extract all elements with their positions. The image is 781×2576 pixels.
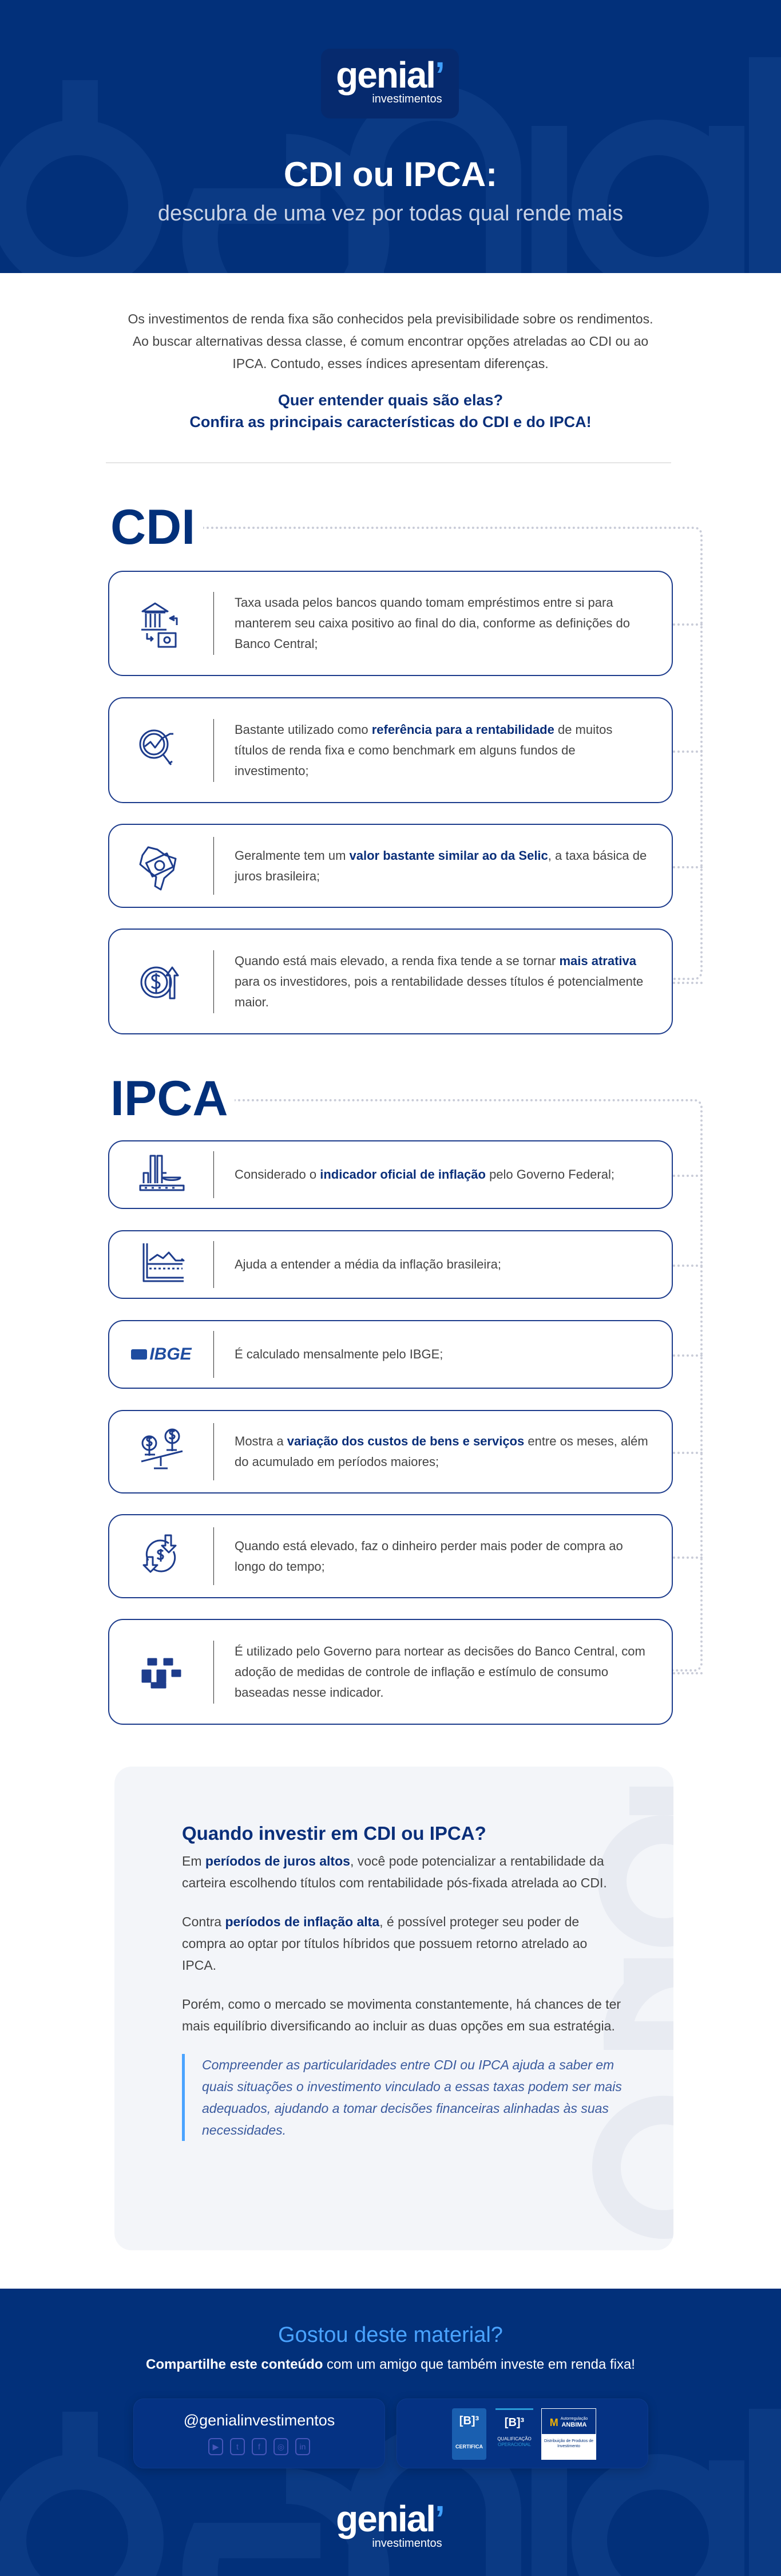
bank-exchange-icon: [137, 599, 186, 648]
ipca-feature-card: [108, 1230, 673, 1299]
b3-certifica-seal: [B]³ CERTIFICA: [452, 2408, 486, 2460]
ipca-feature-card: [108, 1320, 673, 1389]
conclusion-quote: Compreender as particularidades entre CDI ou IPCA ajuda a saber em quais situações o investimento vinculado a essas taxas podem ser mais adequados, ajudando a tomar decisões financeiras alinhadas às suas necessidades.: [182, 2054, 623, 2141]
when-paragraph-3: Porém, como o mercado se movimenta constantemente, há chances de ter mais equilíbrio diversificando ao incluir as duas opções em sua estratégia.: [182, 1997, 621, 2033]
card-text: Mostra a variação dos custos de bens e serviços entre os meses, além do acumulado em períodos maiores;: [235, 1434, 648, 1469]
cdi-feature-card: [108, 929, 673, 1034]
ipca-feature-card: [108, 1619, 673, 1725]
certifications-box: [397, 2399, 648, 2468]
intro-text: Os investimentos de renda fixa são conhecidos pela previsibilidade sobre os rendimentos. Ao buscar alternativas dessa classe, é comum encontrar opções atreladas ao CDI ou ao IPCA. Contudo, esses índices apresentam diferenças.: [128, 311, 653, 371]
connector-dot-line: [673, 982, 703, 984]
card-text: Taxa usada pelos bancos quando tomam empréstimos entre si para manterem seu caixa positivo ao final do dia, conforme as definições do Banco Central;: [235, 595, 630, 651]
connector-dot-line: [673, 623, 703, 626]
when-paragraph-1: Em períodos de juros altos, você pode potencializar a rentabilidade da carteira escolhendo títulos com rentabilidade pós-fixada atrelada ao CDI.: [182, 1854, 607, 1890]
social-box: [133, 2399, 385, 2468]
connector-dot-line: [673, 750, 703, 753]
connector-dot-line: [673, 1556, 703, 1559]
footer-genial-logo: genial’ investimentos: [336, 2498, 444, 2550]
card-text: Quando está elevado, faz o dinheiro perder mais poder de compra ao longo do tempo;: [235, 1538, 623, 1574]
brazil-map-icon: [137, 841, 186, 891]
cdi-heading: CDI: [110, 500, 196, 555]
linkedin-icon[interactable]: in: [295, 2438, 310, 2455]
card-text: Ajuda a entender a média da inflação brasileira;: [235, 1257, 501, 1271]
connector-dot-line: [673, 1175, 703, 1177]
genial-logo: genial’ investimentos: [321, 49, 459, 118]
when-heading: Quando investir em CDI ou IPCA?: [182, 1823, 486, 1844]
cdi-feature-card: [108, 824, 673, 908]
facebook-icon[interactable]: f: [252, 2438, 267, 2455]
magnifier-chart-icon: [137, 726, 186, 775]
card-text: Geralmente tem um valor bastante similar ao da Selic, a taxa básica de juros brasileira;: [235, 848, 647, 883]
social-handle[interactable]: @genialinvestimentos: [183, 2412, 335, 2429]
ipca-feature-card: [108, 1140, 673, 1209]
footer-title: Gostou deste material?: [278, 2323, 503, 2347]
line-chart-icon: [137, 1240, 186, 1289]
twitter-icon[interactable]: t: [230, 2438, 245, 2455]
anbima-seal: M Autorregulação ANBIMA Distribuição de Produtos de Investimento: [541, 2408, 596, 2460]
connector-dot-line: [673, 866, 703, 868]
dollar-up-icon: [137, 957, 186, 1006]
ipca-heading: IPCA: [110, 1071, 228, 1126]
ipca-feature-card: [108, 1410, 673, 1494]
page-subtitle: descubra de uma vez por todas qual rende mais: [157, 202, 624, 226]
card-text: É utilizado pelo Governo para nortear as decisões do Banco Central, com adoção de medidas de controle de inflação e estímulo de consumo baseadas nesse indicador.: [235, 1643, 645, 1700]
congress-icon: [137, 1150, 186, 1199]
b3-qualificacao-seal: [B]³ QUALIFICAÇÃO OPERACIONAL: [495, 2408, 533, 2460]
connector-dot-line: [673, 1265, 703, 1267]
share-text: Compartilhe este conteúdo com um amigo que também investe em renda fixa!: [146, 2357, 635, 2372]
card-text: Considerado o indicador oficial de inflação pelo Governo Federal;: [235, 1167, 615, 1182]
instagram-icon[interactable]: ◎: [273, 2438, 288, 2455]
page-title: CDI ou IPCA:: [283, 155, 498, 193]
connector-dot-line: [673, 1354, 703, 1357]
when-paragraph-2: Contra períodos de inflação alta, é possível proteger seu poder de compra ao optar por títulos híbridos que possuem retorno atrelado ao IPCA.: [182, 1914, 588, 1973]
connector-dot-line: [673, 1672, 703, 1674]
ibge-logo-icon: IBGE: [131, 1345, 191, 1364]
card-text: Quando está mais elevado, a renda fixa tende a se tornar mais atrativa para os investidores, pois a rentabilidade desses títulos é potencialmente maior.: [235, 953, 644, 1009]
connector-dot-line: [673, 1452, 703, 1454]
card-text: Bastante utilizado como referência para a rentabilidade de muitos títulos de renda fixa e como benchmark em alguns fundos de investimento;: [235, 722, 613, 778]
watermark: [0, 0, 781, 273]
when-to-invest-panel: [114, 1767, 673, 2250]
cdi-feature-card: [108, 697, 673, 803]
intro-question: Quer entender quais são elas? Confira as principais características do CDI e do IPCA!: [189, 392, 592, 430]
cdi-feature-card: [108, 571, 673, 676]
central-bank-logo-icon: [137, 1647, 186, 1697]
card-text: É calculado mensalmente pelo IBGE;: [235, 1347, 443, 1361]
youtube-icon[interactable]: ▶: [208, 2438, 223, 2455]
ipca-feature-card: [108, 1514, 673, 1598]
dollar-down-cycle-icon: [137, 1532, 186, 1581]
footer: [0, 2289, 781, 2576]
scale-dollar-icon: [137, 1427, 186, 1476]
header-banner: [0, 0, 781, 273]
